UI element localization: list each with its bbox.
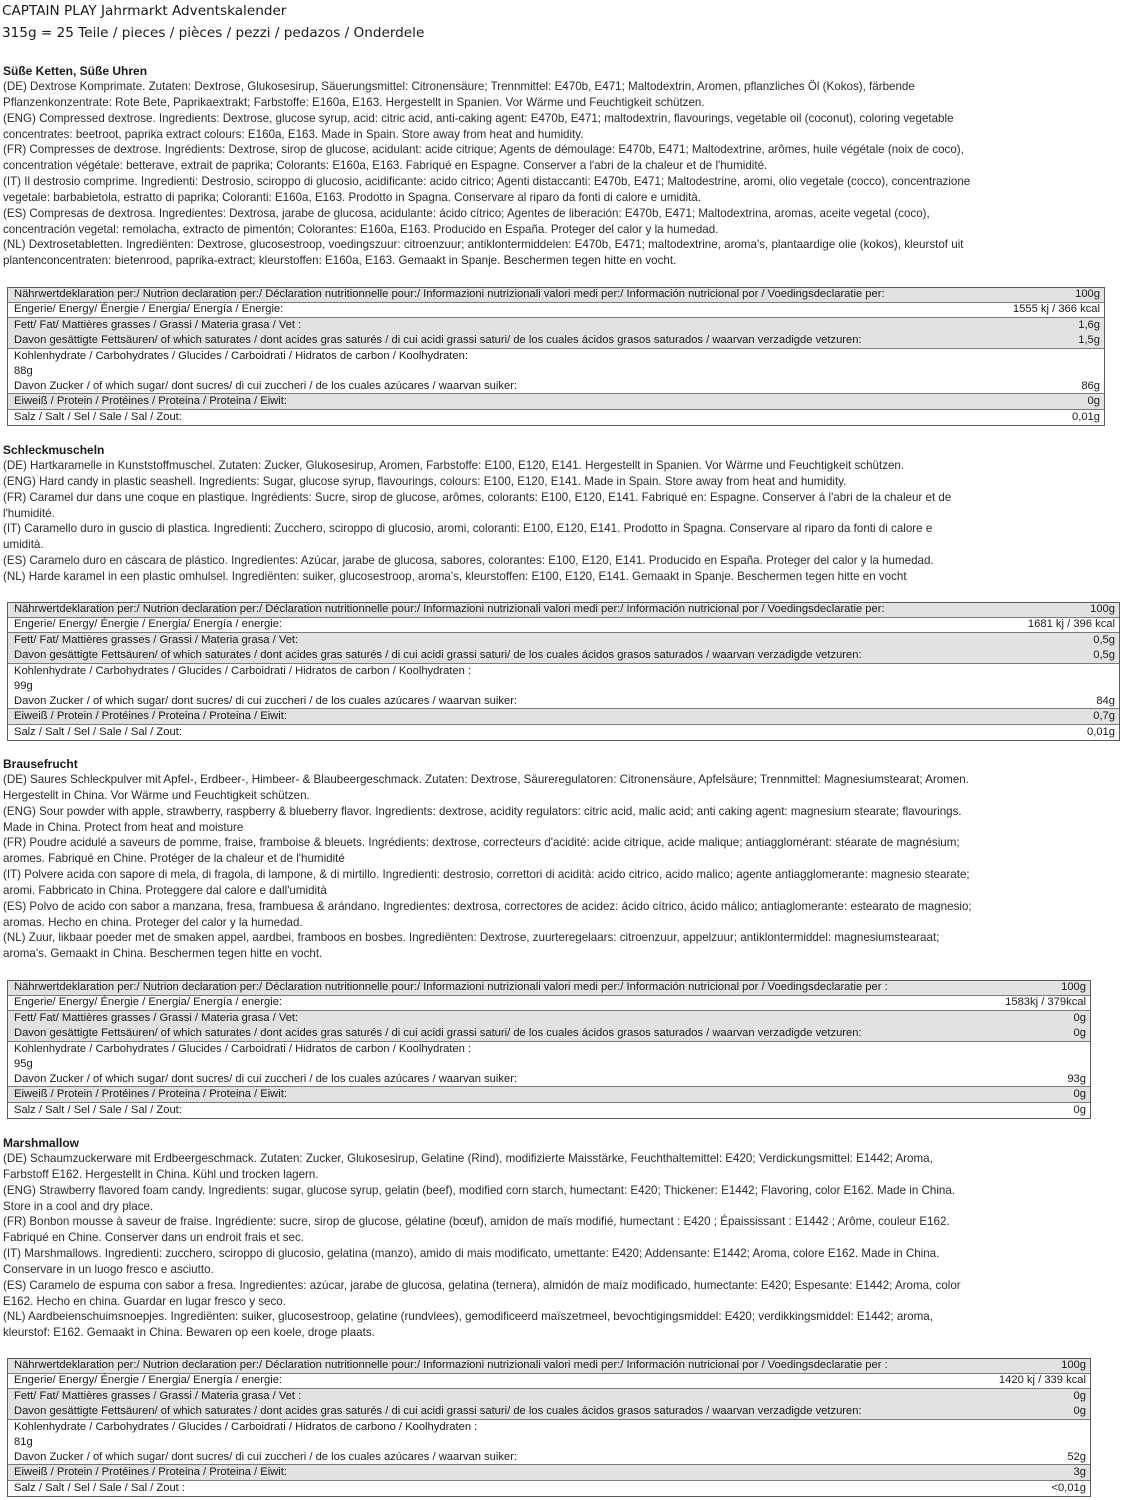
nutrition-header-label: Nährwertdeklaration per:/ Nutrion declaration per:/ Déclaration nutritionnelle pour:/ Informazioni nutrizionali valori medi per:/ Información nutricional por / Voedingsdeclaratie per : — [14, 1359, 888, 1372]
fat-row — [8, 1011, 1090, 1041]
ingredients-line: (DE) Hartkaramelle in Kunststoffmuschel. Zutaten: Zucker, Glukosesirup, Aromen, Farbstoffe: E100, E120, E141. Hergestellt in Spanien. Vor Wärme und Feuchtigkeit schützen. — [3, 459, 905, 472]
nutrition-header-row — [8, 603, 1119, 618]
ingredients-line: Conservare in un luogo fresco e asciutto. — [3, 1262, 214, 1276]
protein-label: Eiweiß / Protein / Protéines / Proteina / Proteina / Eiwit: — [14, 1465, 287, 1478]
nutrition-header-row — [8, 981, 1090, 996]
ingredients-line: (NL) Dextrosetabletten. Ingrediënten: Dextrose, glucosestroop, voedingszuur: citroenzuur; antiklontermiddelen: E470b, E471; maltodextrine, aroma's, plantaardige olie (kokos), kleurstof uit — [3, 238, 964, 252]
energy-label: Engerie/ Energy/ Énergie / Energia/ Energía / energie: — [14, 618, 283, 631]
ingredients-line: (IT) Polvere acida con sapore di mela, di fragola, di lampone, & di mirtillo. Ingredienti: destrosio, correttori di acidità: acido citrico, acido malico; agente antiagglomerante: magnesio stearate; — [3, 868, 970, 882]
ingredients-line: l'humidité. — [3, 506, 55, 520]
saturated-fat-label: Davon gesättigte Fettsäuren/ of which saturates / dont acides gras saturés / di cui acidi grassi saturi/ de los cuales ácidos grasos saturados / waarvan verzadigde vetzuren: — [14, 1405, 862, 1418]
energy-label: Engerie/ Energy/ Énergie / Energia/ Energía / Energie: — [14, 303, 284, 316]
carbohydrate-row — [8, 349, 1104, 395]
protein-value: 0,7g — [1093, 709, 1115, 722]
fat-value: 1,6g — [1078, 319, 1100, 332]
nutrition-table — [7, 980, 1091, 1119]
sugar-value: 84g — [1096, 694, 1115, 707]
fat-row — [8, 318, 1104, 348]
ingredients-line: (FR) Bonbon mousse à saveur de fraise. Ingrédiente: sucre, sirop de glucose, gélatine (bœuf), amidon de maïs modifié, humectant : E420 ; Épaississant : E1442 ; Arôme, couleur E162. — [3, 1215, 950, 1229]
ingredients-line: (NL) Harde karamel in een plastic omhulsel. Ingrediënten: suiker, glucosestroop, aroma's, kleurstoffen: E100, E120, E141. Gemaakt in Spanje. Beschermen tegen hitte en vocht — [3, 569, 907, 583]
sugar-value: 93g — [1067, 1072, 1086, 1085]
product-title: Süße Ketten, Süße Uhren — [3, 64, 148, 78]
energy-row — [8, 1374, 1090, 1389]
fat-label: Fett/ Fat/ Mattières grasses / Grassi / Materia grasa / Vet: — [14, 1012, 299, 1025]
saturated-fat-label: Davon gesättigte Fettsäuren/ of which saturates / dont acides gras saturés / di cui acidi grassi saturi/ de los cuales ácidos grasos saturados / waarvan verzadigde vetzuren: — [14, 649, 862, 662]
nutrition-header-value: 100g — [1061, 1359, 1086, 1372]
energy-label: Engerie/ Energy/ Énergie / Energia/ Energía / energie: — [14, 1374, 283, 1387]
ingredients-line: (ES) Caramelo duro en cáscara de plástico. Ingredientes: Azúcar, jarabe de glucosa, sabores, colorantes: E100, E120, E141. Producido en España. Proteger del calor y la humedad. — [3, 554, 934, 568]
ingredients-line: (DE) Saures Schleckpulver mit Apfel-, Erdbeer-, Himbeer- & Blaubeergeschmack. Zutaten: Dextrose, Säureregulatoren: Citronensäure, Apfelsäure; Trennmittel: Magnesiumstearat; Aromen. — [3, 773, 969, 786]
carbohydrate-value: 81g — [14, 1435, 33, 1448]
energy-row — [8, 618, 1119, 633]
ingredients-line: Farbstoff E162. Hergestellt in China. Kühl und trocken lagern. — [3, 1167, 319, 1181]
ingredients-line: (IT) Caramello duro in guscio di plastica. Ingredienti: Zucchero, sciroppo di glucosio, aromi, coloranti: E100, E120, E141. Prodotto in Spagna. Conservare al riparo da fonti di calore e — [3, 522, 933, 536]
carbohydrate-row — [8, 1042, 1090, 1088]
ingredients-line: Store in a cool and dry place. — [3, 1199, 154, 1213]
carbohydrate-value: 95g — [14, 1057, 33, 1070]
protein-label: Eiweiß / Protein / Protéines / Proteina / Proteina / Eiwit: — [14, 394, 287, 407]
product-title: Brausefrucht — [3, 757, 78, 771]
ingredients-line: concentrates: beetroot, paprika extract colours: E160a, E163. Made in Spain. Store away from heat and humidity. — [3, 127, 584, 141]
ingredients-line: (ENG) Hard candy in plastic seashell. Ingredients: Sugar, glucose syrup, flavourings, colours: E100, E120, E141. Made in Spain. Store away from heat and humidity. — [3, 474, 847, 488]
nutrition-header-label: Nährwertdeklaration per:/ Nutrion declaration per:/ Déclaration nutritionnelle pour:/ Informazioni nutrizionali valori medi per:/ Información nutricional por / Voedingsdeclaratie per: — [14, 603, 885, 616]
ingredients-line: (DE) Schaumzuckerware mit Erdbeergeschmack. Zutaten: Zucker, Glukosesirup, Gelatine (Rind), modifizierte Maisstärke, Feuchthaltemittel: E420; Verdickungsmittel: E1442; Aroma, — [3, 1152, 933, 1165]
energy-value: 1555 kj / 366 kcal — [1012, 303, 1100, 316]
sugar-label: Davon Zucker / of which sugar/ dont sucres/ di cui zuccheri / de los cuales azúcares / waarvan suiker: — [14, 1072, 518, 1085]
saturated-fat-label: Davon gesättigte Fettsäuren/ of which saturates / dont acides gras saturés / di cui acidi grassi saturi/ de los cuales ácidos grasos saturados / waarvan verzadigde vetzuren: — [14, 334, 862, 347]
sugar-value: 52g — [1067, 1450, 1086, 1463]
energy-value: 1681 kj / 396 kcal — [1027, 618, 1115, 631]
fat-value: 0g — [1073, 1390, 1086, 1403]
protein-label: Eiweiß / Protein / Protéines / Proteina / Proteina / Eiwit: — [14, 709, 287, 722]
fat-value: 0g — [1073, 1012, 1086, 1025]
carbohydrate-value: 88g — [14, 364, 33, 377]
nutrition-header-label: Nährwertdeklaration per:/ Nutrion declaration per:/ Déclaration nutritionnelle pour:/ Informazioni nutrizionali valori medi per:/ Información nutricional por / Voedingsdeclaratie per : — [14, 981, 888, 994]
sugar-value: 86g — [1081, 379, 1100, 392]
salt-row — [8, 1103, 1090, 1118]
energy-value: 1583kj / 379kcal — [1005, 996, 1086, 1009]
ingredients-line: concentration végétale: betterave, extrait de paprika; Colorants: E160a, E163. Fabriqué en Espagne. Conserver a l'abri de la chaleur et de l'humidité. — [3, 159, 768, 173]
ingredients-line: (FR) Caramel dur dans une coque en plastique. Ingrédients: Sucre, sirop de glucose, arômes, colorants: E100, E120, E141. Fabriqué en: Espagne. Conserver á l'abri de la chaleur et de — [3, 490, 952, 504]
nutrition-table — [7, 287, 1105, 426]
ingredients-text — [3, 772, 972, 962]
nutrition-table — [7, 602, 1120, 741]
salt-label: Salz / Salt / Sel / Sale / Sal / Zout : — [14, 1481, 185, 1494]
energy-row — [8, 996, 1090, 1011]
carbohydrate-label: Kohlenhydrate / Carbohydrates / Glucides / Carboidrati / Hidratos de carbon / Koolhydraten : — [14, 1042, 472, 1055]
salt-row — [8, 410, 1104, 425]
ingredients-line: (ES) Compresas de dextrosa. Ingredientes: Dextrosa, jarabe de glucosa, acidulante: ácido cítrico; Agentes de liberación: E470b, E471; Maltodextrina, aromas, aceite vegetal (coco), — [3, 206, 930, 220]
protein-row — [8, 394, 1104, 409]
salt-value: 0,01g — [1072, 410, 1100, 423]
ingredients-line: (ENG) Compressed dextrose. Ingredients: Dextrose, glucose syrup, acid: citric acid, anti-caking agent: E470b, E471; maltodextrin, flavourings, vegetable oil (coconut), coloring vegetable — [3, 111, 954, 125]
nutrition-header-value: 100g — [1075, 288, 1100, 301]
salt-label: Salz / Salt / Sel / Sale / Sal / Zout: — [14, 725, 182, 738]
fat-row — [8, 1389, 1090, 1419]
ingredients-text — [3, 1151, 961, 1341]
ingredients-line: (DE) Dextrose Komprimate. Zutaten: Dextrose, Glukosesirup, Säuerungsmittel: Citronensäure; Trennmittel: E470b, E471; Maltodextrin, Aromen, pflanzliches Öl (Kokos), färbende — [3, 80, 915, 93]
protein-value: 0g — [1073, 1087, 1086, 1100]
salt-row — [8, 725, 1119, 740]
saturated-fat-value: 1,5g — [1078, 334, 1100, 347]
protein-row — [8, 1087, 1090, 1102]
salt-value: 0g — [1073, 1103, 1086, 1116]
document-subtitle: 315g = 25 Teile / pieces / pièces / pezzi / pedazos / Onderdele — [2, 25, 425, 41]
ingredients-line: (IT) Il destrosio comprime. Ingredienti: Destrosio, sciroppo di glucosio, acidificante: acido citrico; Agenti distaccanti: E470b, E471; Maltodestrine, aromi, olio vegetale (cocco), concentrazione — [3, 175, 971, 189]
nutrition-table — [7, 1358, 1091, 1497]
document-title: CAPTAIN PLAY Jahrmarkt Adventskalender — [2, 3, 287, 19]
fat-label: Fett/ Fat/ Mattières grasses / Grassi / Materia grasa / Vet : — [14, 319, 302, 332]
ingredients-line: (ES) Caramelo de espuma con sabor a fresa. Ingredientes: azúcar, jarabe de glucosa, gelatina (ternera), almidón de maíz modificado, humectante: E420; Espesante: E1442; Aroma, color — [3, 1278, 961, 1292]
salt-row — [8, 1481, 1090, 1496]
sugar-label: Davon Zucker / of which sugar/ dont sucres/ di cui zuccheri / de los cuales azúcares / waarvan suiker: — [14, 379, 518, 392]
ingredients-line: concentración vegetal: remolacha, extracto de pimentón; Colorantes: E160a, E163. Producido en España. Proteger del calor y la humedad. — [3, 222, 719, 236]
saturated-fat-value: 0g — [1073, 1027, 1086, 1040]
ingredients-line: (ES) Polvo de acido con sabor a manzana, fresa, frambuesa & arándano. Ingredientes: dextrosa, correctores de acidez: ácido cítrico, ácido málico; antiaglomerante: estearato de magnesio; — [3, 899, 972, 913]
ingredients-line: (ENG) Strawberry flavored foam candy. Ingredients: sugar, glucose syrup, gelatin (beef), modified corn starch, humectant: E420; Thickener: E1442; Flavoring, color E162. Made in China. — [3, 1183, 956, 1197]
document-header — [2, 0, 424, 44]
protein-label: Eiweiß / Protein / Protéines / Proteina / Proteina / Eiwit: — [14, 1087, 287, 1100]
ingredients-line: aromes. Fabriqué en Chine. Protéger de la chaleur et de l'humidité — [3, 852, 345, 866]
ingredients-line: (FR) Compresses de dextrose. Ingrédients: Dextrose, sirop de glucose, acidulant: acide citrique; Agents de démoulage: E470b, E471; Maltodextrine, arômes, huile végétale (noix de coco), — [3, 143, 964, 157]
salt-label: Salz / Salt / Sel / Sale / Sal / Zout: — [14, 1103, 182, 1116]
carbohydrate-row — [8, 1420, 1090, 1466]
fat-row — [8, 633, 1119, 663]
salt-value: 0,01g — [1087, 725, 1115, 738]
carbohydrate-label: Kohlenhydrate / Carbohydrates / Glucides / Carboidrati / Hidratos de carbon / Koolhydraten : — [14, 664, 472, 677]
carbohydrate-row — [8, 664, 1119, 710]
ingredients-line: aroma's. Gemaakt in China. Beschermen tegen hitte en vocht. — [3, 947, 323, 961]
fat-label: Fett/ Fat/ Mattières grasses / Grassi / Materia grasa / Vet : — [14, 1390, 302, 1403]
energy-row — [8, 303, 1104, 318]
ingredients-line: vegetale: barbabietola, estratto di paprika; Coloranti: E160a, E163. Prodotto in Spagna. Conservare al riparo da fonti di calore e umidità. — [3, 190, 701, 204]
nutrition-header-value: 100g — [1061, 981, 1086, 994]
fat-label: Fett/ Fat/ Mattières grasses / Grassi / Materia grasa / Vet: — [14, 634, 299, 647]
ingredients-line: (FR) Poudre acidulé a saveurs de pomme, fraise, framboise & bleuets. Ingrédients: dextrose, correcteurs d'acidité: acide citrique, acide malique; antiagglomérant: stéarate de magnésium; — [3, 836, 960, 850]
ingredients-line: (ENG) Sour powder with apple, strawberry, raspberry & blueberry flavor. Ingredients: dextrose, acidity regulators: citric acid, malic acid; anti caking agent: magnesium stearate; flavourings. — [3, 804, 962, 818]
ingredients-line: aromas. Hecho en china. Proteger del calor y la humedad. — [3, 915, 303, 929]
ingredients-line: Pflanzenkonzentrate: Rote Bete, Paprikaextrakt; Farbstoffe: E160a, E163. Hergestellt in Spanien. Vor Wärme und Feuchtigkeit schützen. — [3, 95, 705, 109]
protein-row — [8, 709, 1119, 724]
ingredients-line: Fabriqué en Chine. Conserver dans un endroit frais et sec. — [3, 1231, 304, 1245]
ingredients-line: kleurstof: E162. Gemaakt in China. Bewaren op een koele, droge plaats. — [3, 1326, 375, 1340]
salt-label: Salz / Salt / Sel / Sale / Sal / Zout: — [14, 410, 182, 423]
product-section-sweet-chains — [3, 63, 970, 269]
carbohydrate-label: Kohlenhydrate / Carbohydrates / Glucides / Carboidrati / Hidratos de carbon / Koolhydraten: — [14, 349, 468, 362]
ingredients-line: (IT) Marshmallows. Ingredienti: zucchero, sciroppo di glucosio, gelatina (manzo), amido di mais modificato, umettante: E420; Addensante: E1442; Aroma, colore E162. Made in China. — [3, 1247, 940, 1261]
ingredients-line: umidità. — [3, 538, 44, 552]
nutrition-header-row — [8, 288, 1104, 303]
ingredients-line: E162. Hecho en china. Guardar en lugar fresco y seco. — [3, 1294, 286, 1308]
carbohydrate-label: Kohlenhydrate / Carbohydrates / Glucides / Carboidrati / Hidratos de carbono / Koolhydraten : — [14, 1420, 478, 1433]
ingredients-line: Made in China. Protect from heat and moisture — [3, 820, 244, 834]
product-section-marshmallow — [3, 1135, 961, 1341]
product-title: Schleckmuscheln — [3, 443, 105, 457]
nutrition-header-label: Nährwertdeklaration per:/ Nutrion declaration per:/ Déclaration nutritionnelle pour:/ Informazioni nutrizionali valori medi per:/ Información nutricional por / Voedingsdeclaratie per: — [14, 288, 885, 301]
saturated-fat-value: 0g — [1073, 1405, 1086, 1418]
product-title: Marshmallow — [3, 1136, 80, 1150]
ingredients-line: aromi. Fabbricato in China. Proteggere dal calore e dall'umidità — [3, 883, 327, 897]
ingredients-line: plantenconcentraten: bietenrood, paprika-extract; kleurstoffen: E160a, E163. Gemaakt in Spanje. Beschermen tegen hitte en vocht. — [3, 254, 677, 268]
nutrition-header-value: 100g — [1090, 603, 1115, 616]
protein-value: 0g — [1087, 394, 1100, 407]
energy-label: Engerie/ Energy/ Énergie / Energia/ Energía / energie: — [14, 996, 283, 1009]
product-section-shells — [3, 442, 951, 585]
protein-value: 3g — [1073, 1465, 1086, 1478]
ingredients-text — [3, 458, 951, 585]
salt-value: <0,01g — [1051, 1481, 1086, 1494]
carbohydrate-value: 99g — [14, 679, 33, 692]
energy-value: 1420 kj / 339 kcal — [998, 1374, 1086, 1387]
nutrition-header-row — [8, 1359, 1090, 1374]
ingredients-text — [3, 79, 970, 269]
ingredients-line: Hergestellt in China. Vor Wärme und Feuchtigkeit schützen. — [3, 788, 310, 802]
ingredients-line: (NL) Aardbeienschuimsnoepjes. Ingrediënten: suiker, glucosestroop, gelatine (rundvlees), gemodificeerd maïszetmeel, bevochtigingsmiddel: E420; verdikkingsmiddel: E1442; aroma, — [3, 1310, 933, 1324]
sugar-label: Davon Zucker / of which sugar/ dont sucres/ di cui zuccheri / de los cuales azúcares / waarvan suiker: — [14, 1450, 518, 1463]
product-section-fizz-fruit — [3, 756, 972, 962]
fat-value: 0,5g — [1093, 634, 1115, 647]
saturated-fat-value: 0,5g — [1093, 649, 1115, 662]
protein-row — [8, 1465, 1090, 1480]
sugar-label: Davon Zucker / of which sugar/ dont sucres/ di cui zuccheri / de los cuales azúcares / waarvan suiker: — [14, 694, 518, 707]
ingredients-line: (NL) Zuur, likbaar poeder met de smaken appel, aardbei, framboos en bosbes. Ingrediënten: Dextrose, zuurteregelaars: citroenzuur, appelzuur; antiklontermiddel: magnesiumstearaat; — [3, 931, 940, 945]
saturated-fat-label: Davon gesättigte Fettsäuren/ of which saturates / dont acides gras saturés / di cui acidi grassi saturi/ de los cuales ácidos grasos saturados / waarvan verzadigde vetzuren: — [14, 1027, 862, 1040]
